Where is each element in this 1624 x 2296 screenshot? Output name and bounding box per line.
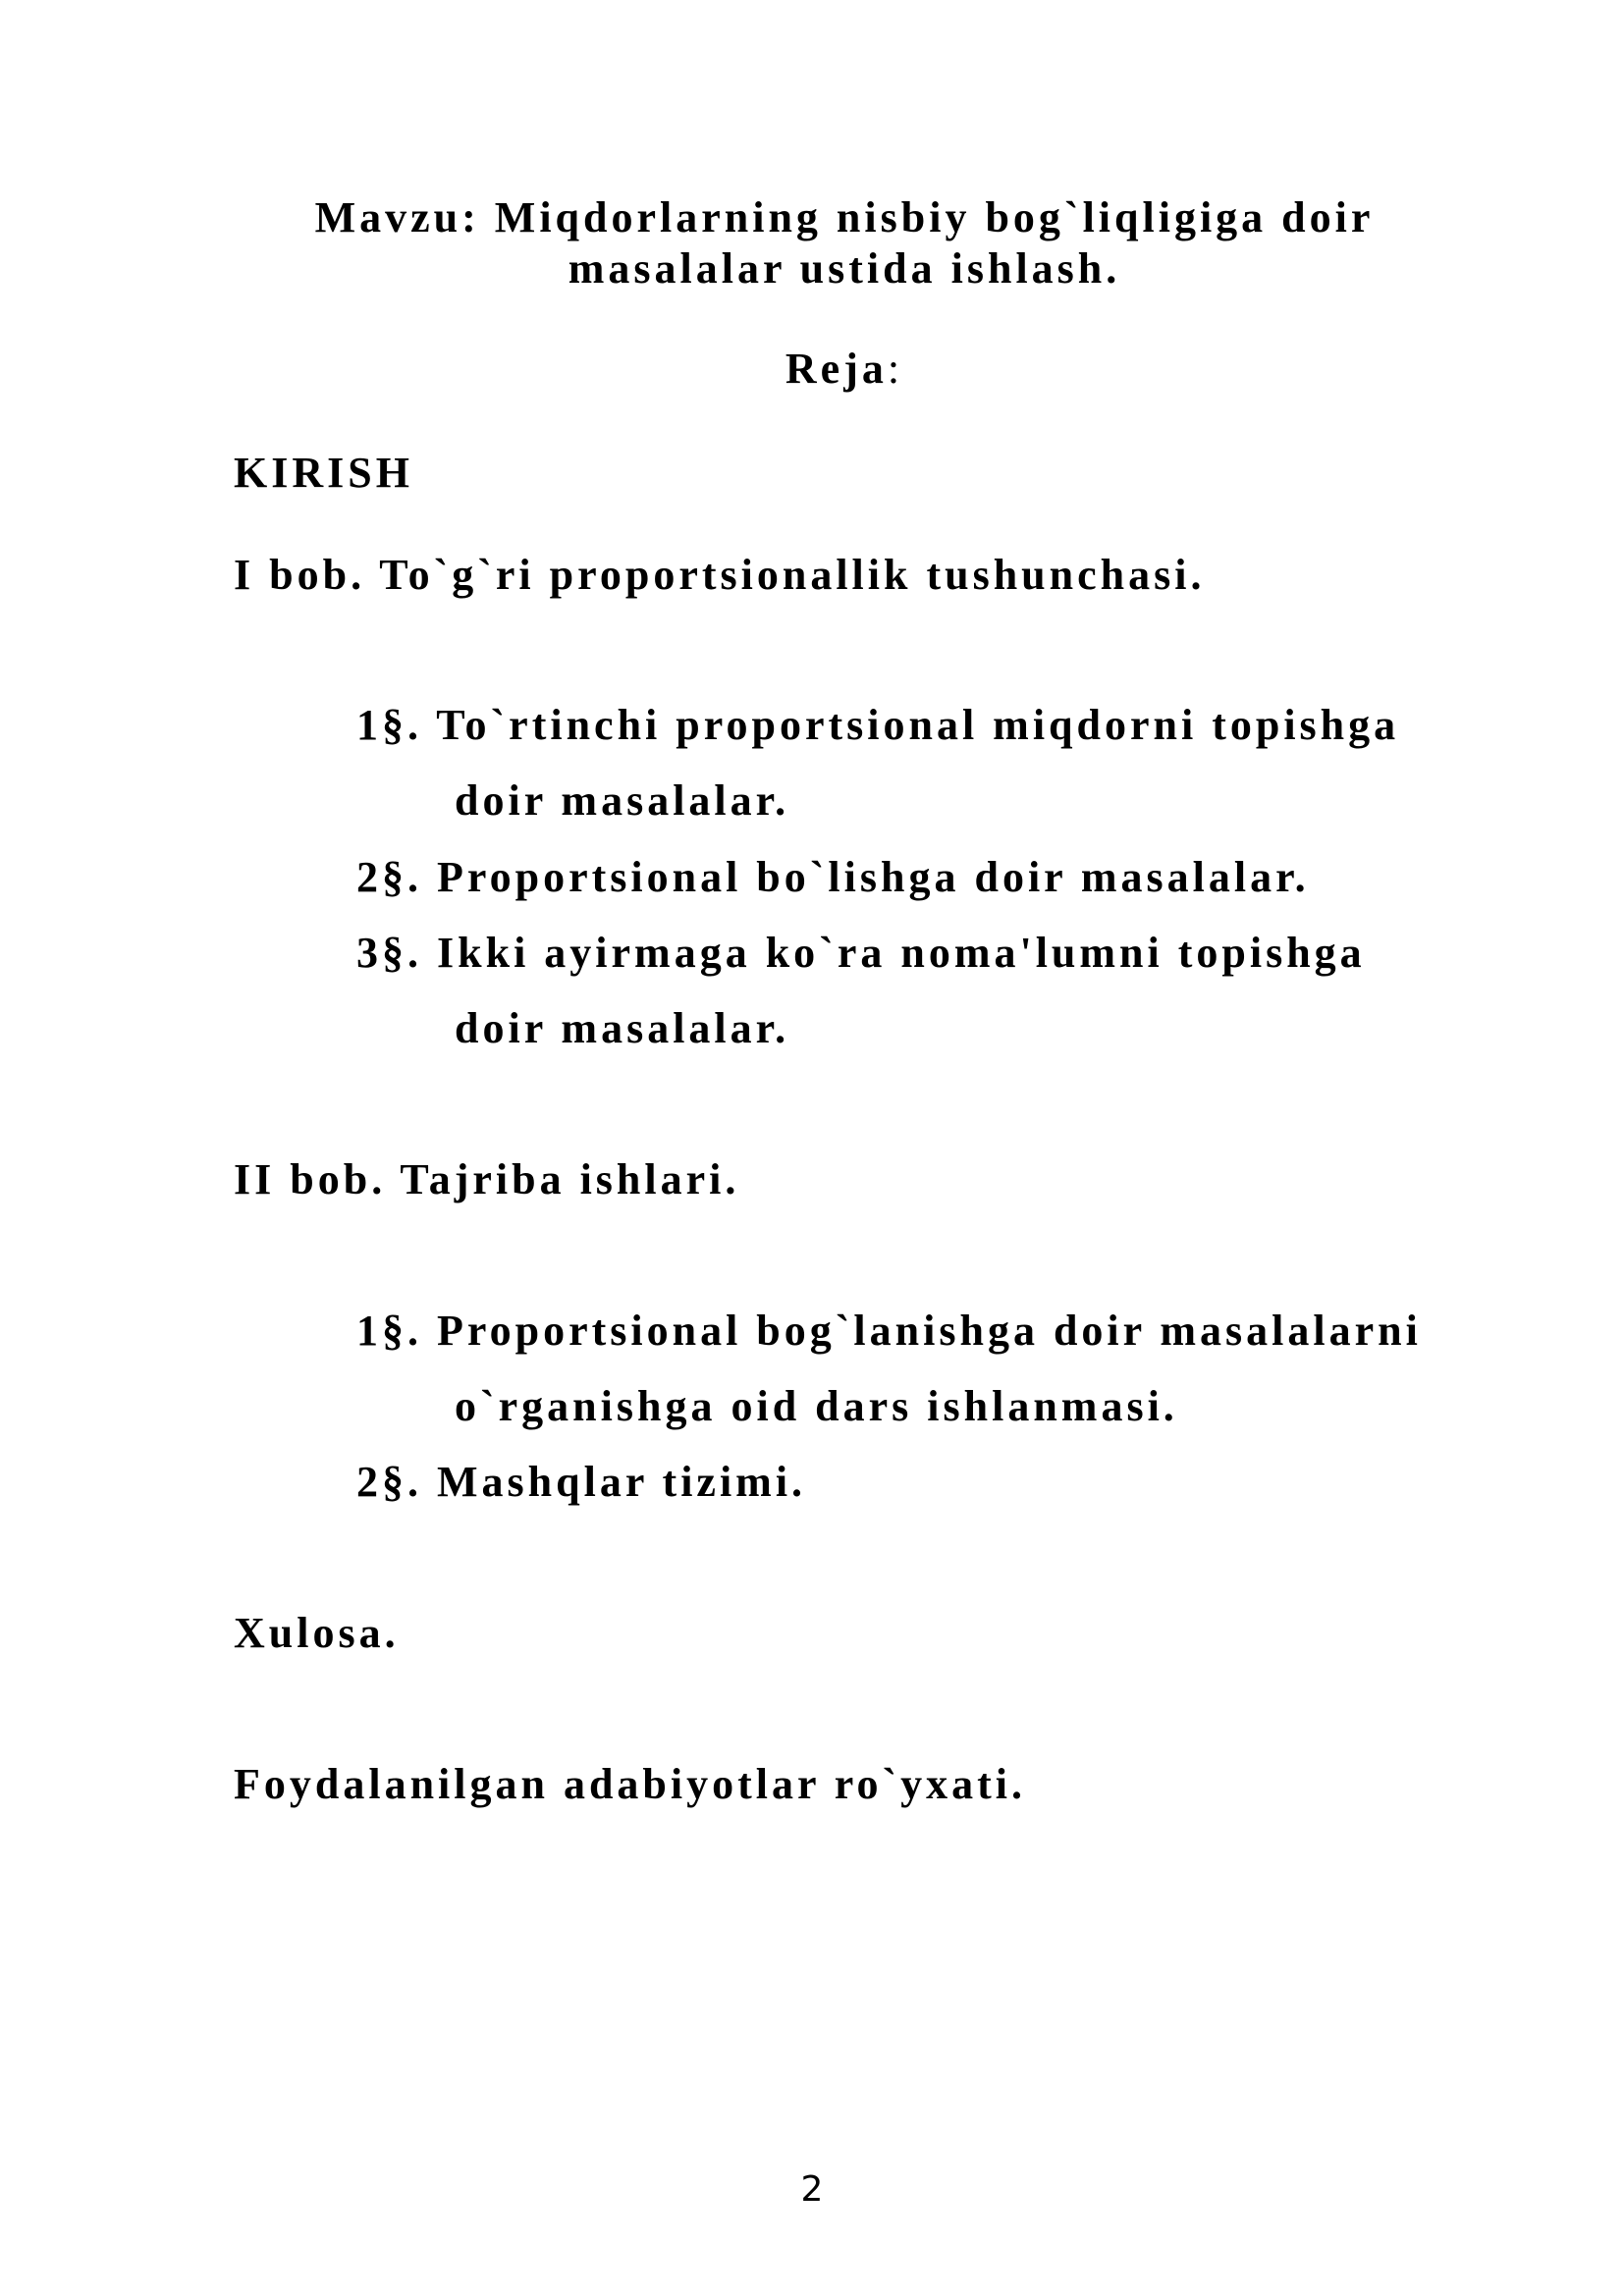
chapter-1-section-3-line-2: doir masalalar. — [455, 1004, 790, 1052]
plan-heading — [196, 344, 1492, 395]
chapter-1-section-2: 2§. Proportsional bo`lishga doir masalalar. — [356, 853, 1310, 901]
chapter-2-section-1-line-1: 1§. Proportsional bog`lanishga doir masalalarni — [356, 1307, 1422, 1355]
chapter-1-section-1-line-2: doir masalalar. — [455, 776, 790, 825]
conclusion-item: Xulosa. — [234, 1609, 400, 1657]
plan-label: Reja — [785, 345, 888, 393]
plan-colon: : — [887, 345, 904, 393]
intro-item: KIRISH — [234, 449, 413, 497]
document-title-line-2: masalalar ustida ishlash. — [568, 244, 1121, 293]
chapter-2-section-2: 2§. Mashqlar tizimi. — [356, 1458, 807, 1506]
chapter-2-title: II bob. Tajriba ishlari. — [234, 1155, 740, 1203]
chapter-1-section-1-line-1: 1§. To`rtinchi proportsional miqdorni topishga — [356, 701, 1400, 749]
chapter-1-title: I bob. To`g`ri proportsionallik tushunchasi. — [234, 551, 1206, 599]
chapter-1-section-3-line-1: 3§. Ikki ayirmaga ko`ra noma'lumni topishga — [356, 929, 1366, 977]
page-number: 2 — [800, 2169, 824, 2210]
document-title-line-1: Mavzu: Miqdorlarning nisbiy bog`liqligiga doir — [314, 193, 1375, 241]
chapter-2-section-1-line-2: o`rganishga oid dars ishlanmasi. — [455, 1382, 1178, 1430]
references-item: Foydalanilgan adabiyotlar ro`yxati. — [234, 1760, 1027, 1808]
